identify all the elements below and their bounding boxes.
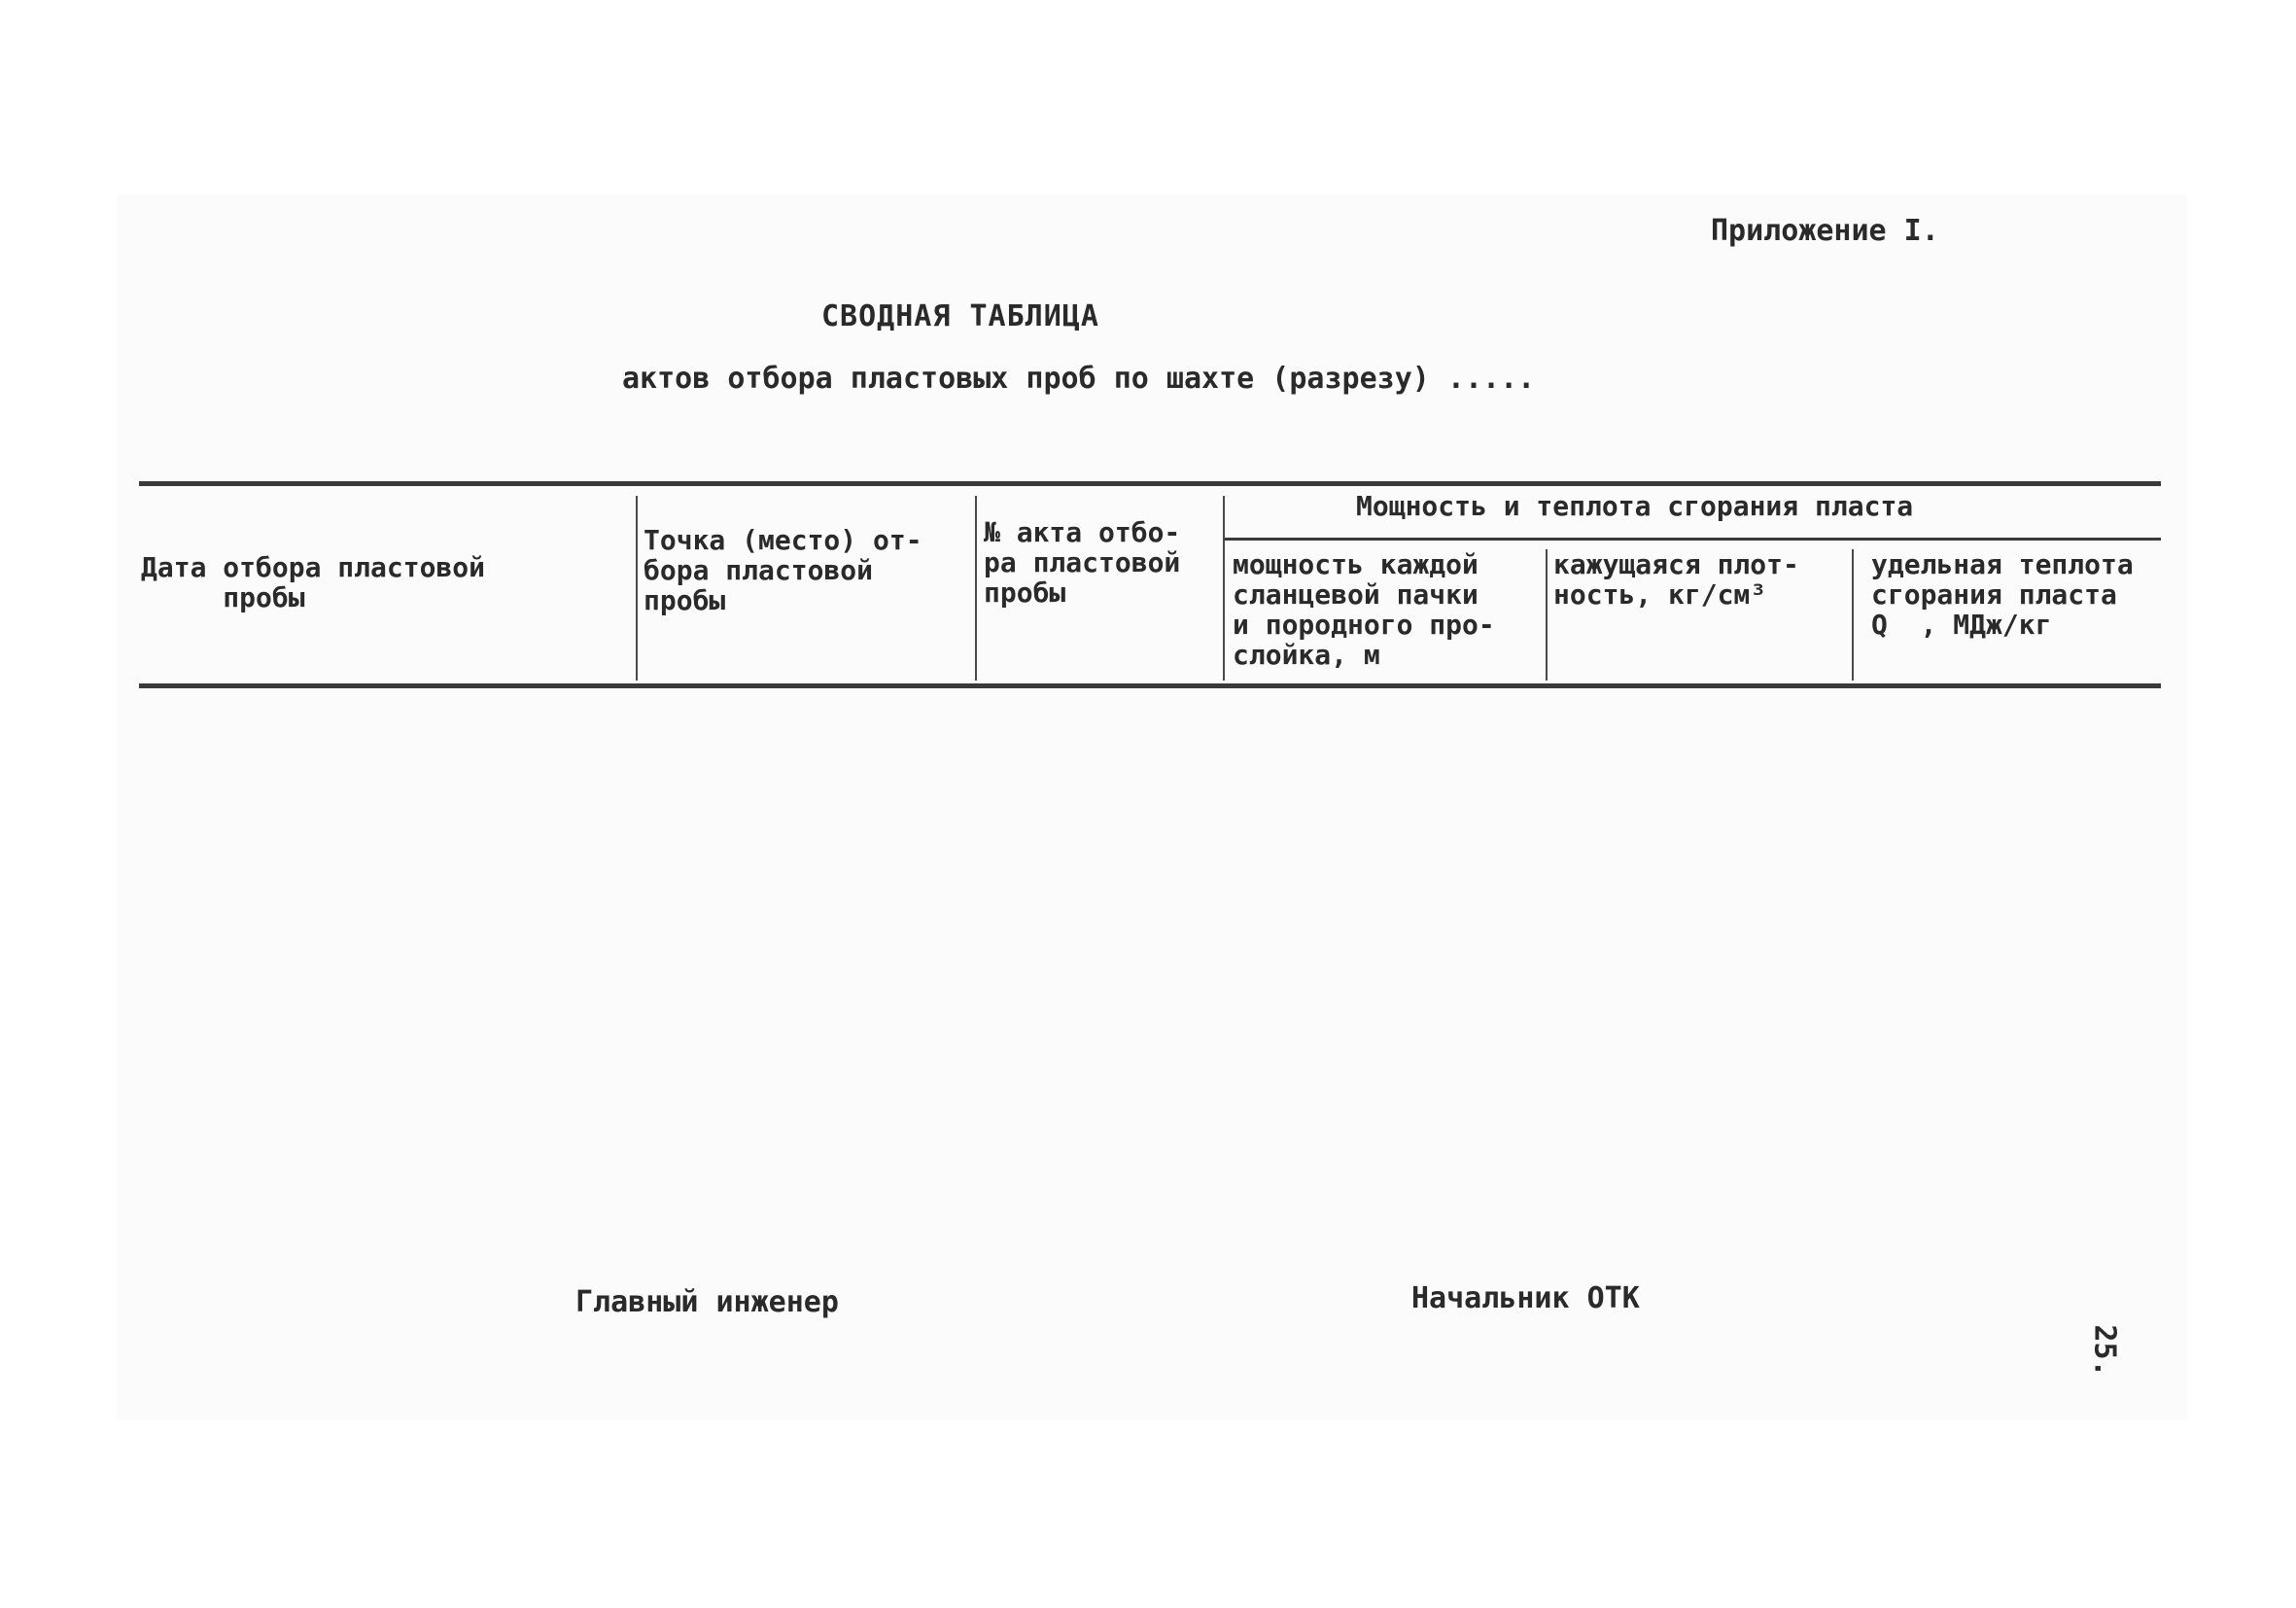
signature-qc-head: Начальник ОТК [1411,1281,1640,1315]
document-subtitle: актов отбора пластовых проб по шахте (разрезу) ..... [622,362,1536,396]
column-separator [1223,496,1225,681]
table-header-heat-value: удельная теплота сгорания пласта Q , МДж/кг [1871,548,2134,641]
table-header-density: кажущаяся плот- ность, кг/см³ [1553,548,1799,611]
table-header-sample-point: Точка (место) от- бора пластовой пробы [644,524,922,616]
signature-chief-engineer: Главный инженер [575,1285,839,1319]
page-number: 25. [2087,1324,2122,1378]
table-header-act-number: № акта отбо- ра пластовой пробы [984,516,1181,609]
column-separator [975,496,977,681]
document-title: СВОДНАЯ ТАБЛИЦА [821,299,1099,333]
table-bottom-rule [139,683,2161,688]
table-header-thickness: мощность каждой сланцевой пачки и породного про- слойка, м [1233,548,1495,671]
table-top-rule [139,481,2161,486]
group-divider-rule [1225,538,2161,541]
column-separator [636,496,638,681]
column-separator [1852,549,1854,681]
appendix-label: Приложение I. [1711,214,1939,248]
table-header-sample-date: Дата отбора пластовой пробы [141,551,486,613]
column-separator [1546,549,1548,681]
table-group-header: Мощность и теплота сгорания пласта [1356,490,1914,522]
